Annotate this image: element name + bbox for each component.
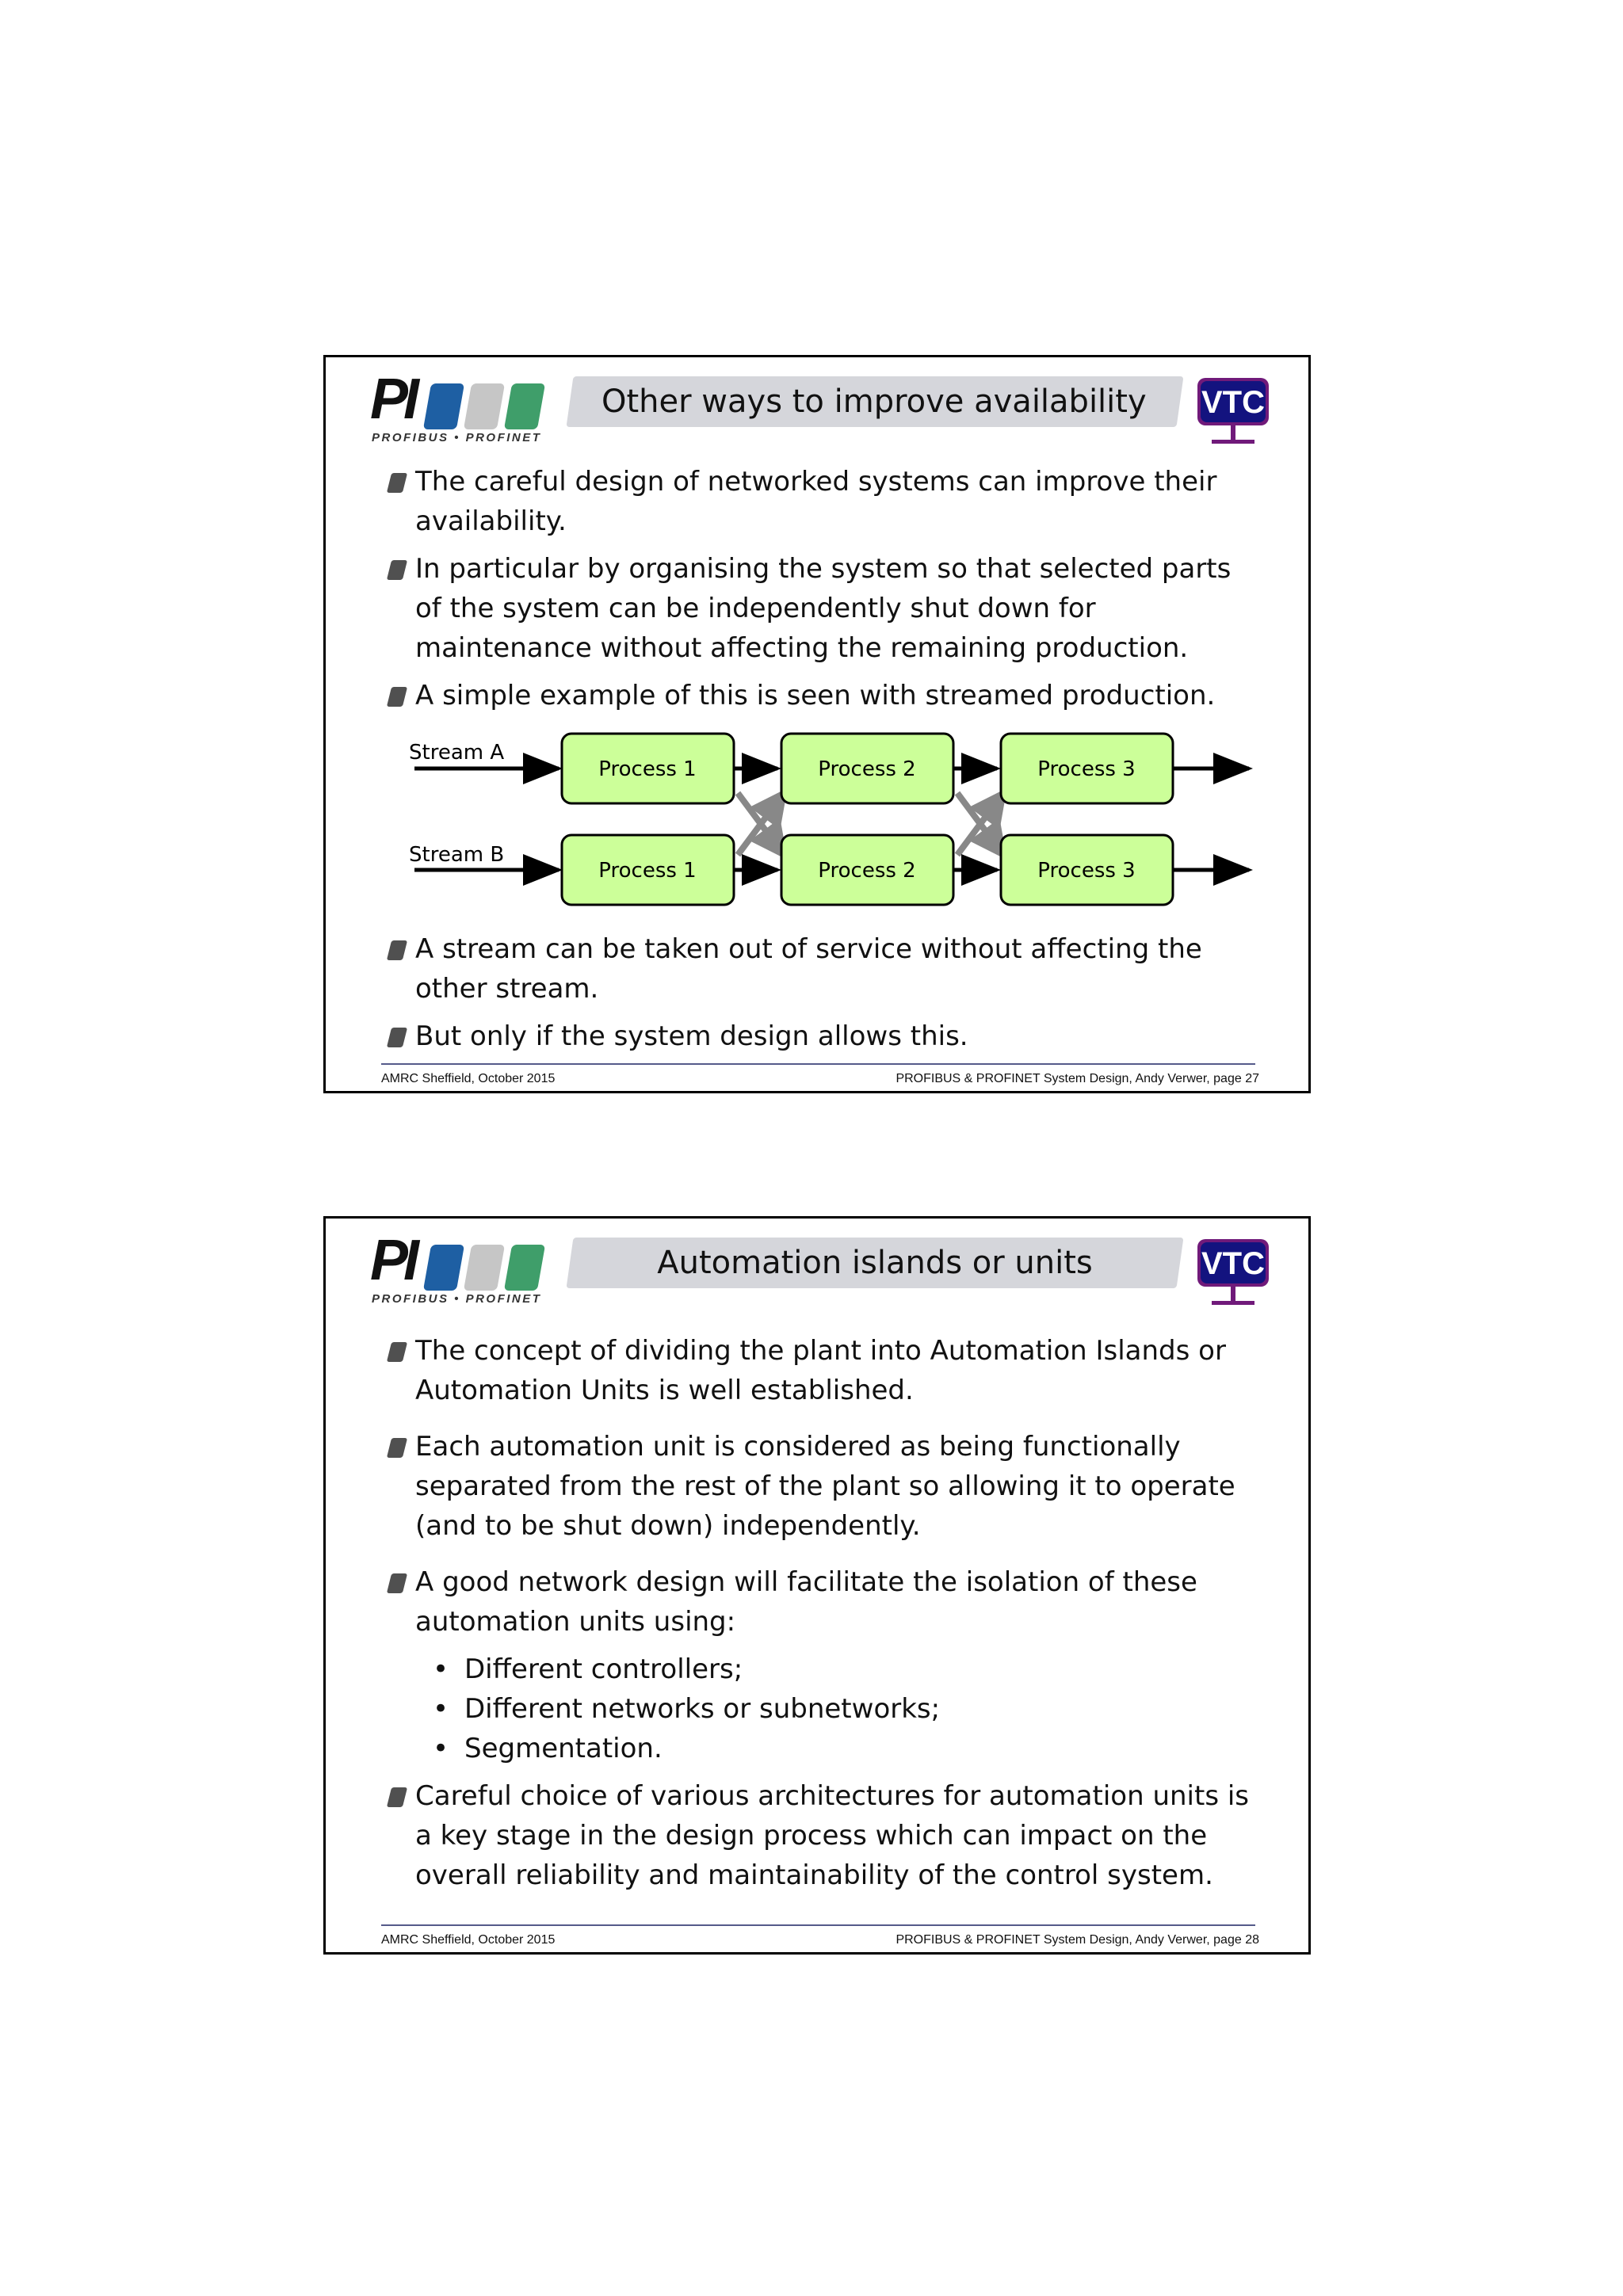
footer-right: PROFIBUS & PROFINET System Design, Andy Verwer, page 27 — [896, 1072, 1259, 1085]
svg-text:Process 2: Process 2 — [818, 859, 916, 883]
pi-logo-green-block — [504, 1245, 545, 1291]
footer-left: AMRC Sheffield, October 2015 — [381, 1933, 556, 1947]
bullet-item: A good network design will facilitate the isolation of these automation units using: — [385, 1562, 1265, 1642]
svg-text:VTC: VTC — [1201, 385, 1265, 420]
bullet-item: A simple example of this is seen with streamed production. — [385, 676, 1265, 715]
stream-b-label: Stream B — [409, 843, 505, 867]
sub-bullet-item: • Different networks or subnetworks; — [385, 1689, 1265, 1729]
footer-right: PROFIBUS & PROFINET System Design, Andy Verwer, page 28 — [896, 1933, 1259, 1947]
pi-logo-tagline: PROFIBUS • PROFINET — [372, 1292, 542, 1306]
slide-27 — [323, 355, 1311, 1093]
pi-logo-tagline: PROFIBUS • PROFINET — [372, 431, 542, 444]
sub-bullet-item: • Different controllers; — [385, 1650, 1265, 1689]
slide-28 — [323, 1216, 1311, 1955]
process-box-a3 — [1001, 734, 1173, 803]
pi-logo-letters: PI — [370, 368, 415, 431]
process-box-a1 — [562, 734, 734, 803]
pi-logo-letters: PI — [370, 1229, 415, 1292]
sub-bullet-item: • Segmentation. — [385, 1729, 1265, 1768]
bullet-item: A stream can be taken out of service without affecting the other stream. — [385, 929, 1265, 1009]
bullet-list-bottom — [385, 929, 1265, 1056]
vtc-logo — [1191, 1236, 1274, 1318]
profibus-profinet-logo — [370, 1229, 554, 1306]
bullet-item: Each automation unit is considered as being functionally separated from the rest of the plant so allowing it to operate (and to be shut down) independently. — [385, 1427, 1265, 1546]
svg-text:VTC: VTC — [1201, 1246, 1265, 1281]
bullet-item: The concept of dividing the plant into Automation Islands or Automation Units is well established. — [385, 1331, 1265, 1410]
bullet-item: The careful design of networked systems can improve their availability. — [385, 462, 1265, 541]
pi-logo-blue-block — [423, 1245, 464, 1291]
process-box-a2 — [781, 734, 953, 803]
process-box-b1 — [562, 835, 734, 905]
svg-text:Process 3: Process 3 — [1037, 757, 1136, 781]
slide-title: Other ways to improve availability — [601, 383, 1147, 420]
bullet-item: In particular by organising the system so that selected parts of the system can be independently shut down for maintenance without affecting the remaining production. — [385, 549, 1265, 668]
process-box-b2 — [781, 835, 953, 905]
bullet-item: But only if the system design allows this. — [385, 1016, 1265, 1056]
svg-text:Process 2: Process 2 — [818, 757, 916, 781]
process-box-b3 — [1001, 835, 1173, 905]
slide-title: Automation islands or units — [657, 1245, 1093, 1281]
bullet-item: Careful choice of various architectures for automation units is a key stage in the design process which can impact on the overall reliability and maintainability of the control system. — [385, 1776, 1265, 1895]
bullet-list — [385, 1331, 1265, 1895]
footer-rule — [381, 1063, 1255, 1065]
footer-left: AMRC Sheffield, October 2015 — [381, 1072, 556, 1085]
stream-a-label: Stream A — [409, 741, 505, 765]
svg-text:Process 3: Process 3 — [1037, 859, 1136, 883]
pi-logo-gray-block — [464, 1245, 505, 1291]
svg-text:Process 1: Process 1 — [598, 859, 697, 883]
svg-text:Process 1: Process 1 — [598, 757, 697, 781]
footer-rule — [381, 1924, 1255, 1926]
